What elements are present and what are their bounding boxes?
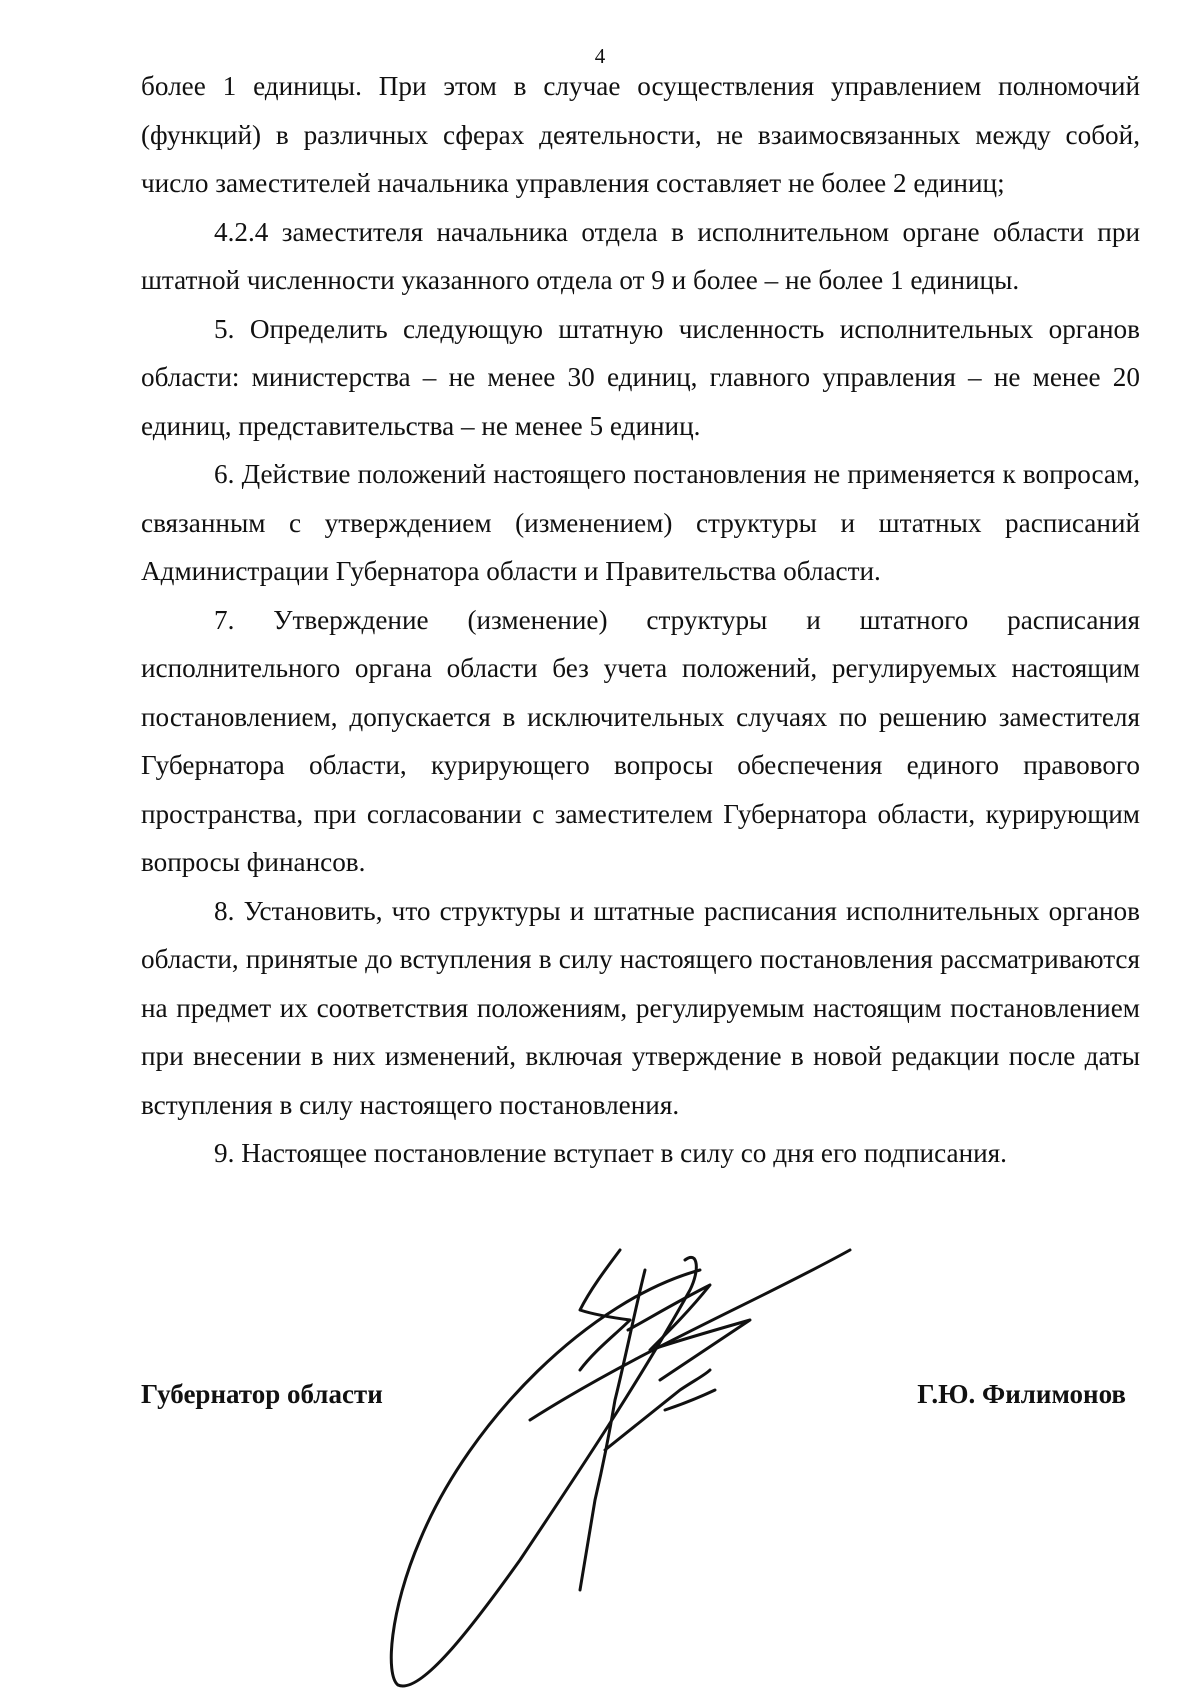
signature-block [141, 1377, 1126, 1417]
paragraph-8: 8. Установить, что структуры и штатные расписания исполнительных органов области, принятые до вступления в силу настоящего постановления рассматриваются на предмет их соответствия положениям, регулируемым настоящим постановлением при внесении в них изменений, включая утверждение в новой редакции после даты вступления в силу настоящего постановления. [141, 895, 1140, 1120]
signer-name: Г.Ю. Филимонов [917, 1379, 1126, 1409]
paragraph-9: 9. Настоящее постановление вступает в силу со дня его подписания. [214, 1138, 1007, 1168]
signer-title: Губернатор области [141, 1379, 383, 1409]
paragraph-4-2-4: 4.2.4 заместителя начальника отдела в исполнительном органе области при штатной численности указанного отдела от 9 и более – не более 1 единицы. [141, 216, 1140, 295]
paragraph-7: 7. Утверждение (изменение) структуры и штатного расписания исполнительного органа области без учета положений, регулируемых настоящим постановлением, допускается в исключительных случаях по решению заместителя Губернатора области, курирующего вопросы обеспечения единого правового пространства, при согласовании с заместителем Губернатора области, курирующим вопросы финансов. [141, 604, 1140, 877]
document-body [141, 62, 1140, 1178]
paragraph-6: 6. Действие положений настоящего постановления не применяется к вопросам, связанным с утверждением (изменением) структуры и штатных расписаний Администрации Губернатора области и Правительства области. [141, 459, 1140, 586]
paragraph-5: 5. Определить следующую штатную численность исполнительных органов области: министерства – не менее 30 единиц, главного управления – не менее 20 единиц, представительства – не менее 5 единиц. [141, 313, 1140, 441]
handwritten-signature [380, 1230, 950, 1700]
paragraph-continuation: более 1 единицы. При этом в случае осуществления управлением полномочий (функций) в различных сферах деятельности, не взаимосвязанных между собой, число заместителей начальника управления составляет не более 2 единиц; [141, 71, 1140, 198]
page-number: 4 [594, 44, 606, 68]
